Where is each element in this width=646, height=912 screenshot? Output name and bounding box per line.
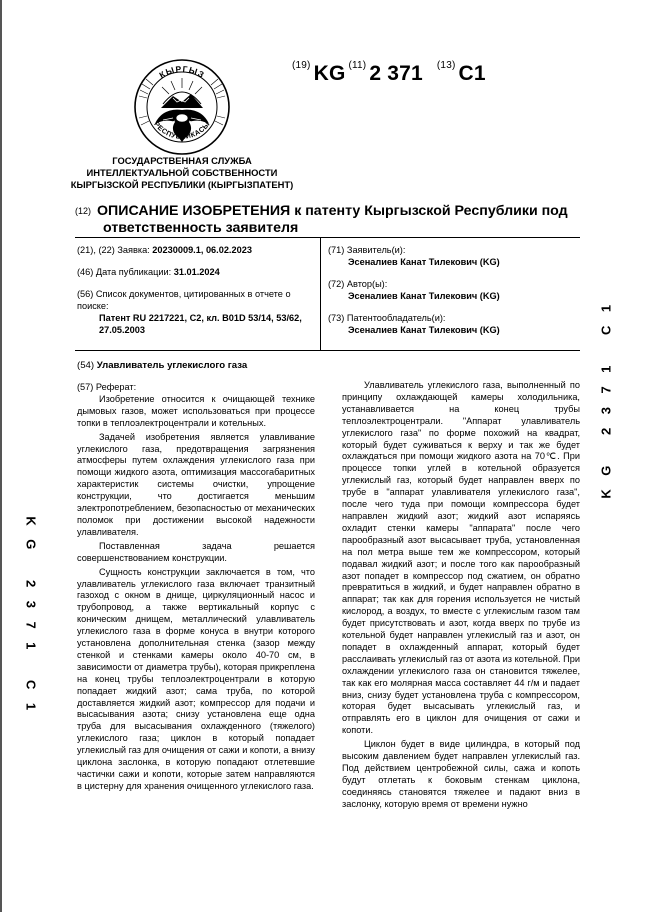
citations-info (77, 288, 317, 336)
svg-text:РЕСПУБЛИКАСЫ: РЕСПУБЛИКАСЫ (152, 120, 212, 141)
invention-title (77, 360, 247, 371)
title-line-2: ответственность заявителя (103, 220, 299, 236)
agency-line-2: ИНТЕЛЛЕКТУАЛЬНОЙ СОБСТВЕННОСТИ (86, 167, 278, 178)
page-left-edge (0, 0, 2, 912)
agency-name (62, 155, 302, 191)
country-code: KG (313, 62, 346, 85)
publication-date-info (77, 266, 317, 278)
publication-label: (46) Дата публикации: (77, 267, 174, 277)
abstract-paragraph: Задачей изобретения является улавливание углекислого газа, предотвращения загрязнения атмосферы путем охлаждения углекислого газа при помощи жидкого азота, оптимизация массогабаритных характеристик системы очистки, упрощение конструкции, что достигается меньшим электропотреблением, безопасностью от механических поломок при достижении высокой надежности улавливателя. (77, 431, 315, 537)
agency-line-1: ГОСУДАРСТВЕННАЯ СЛУЖБА (112, 155, 252, 166)
application-label: (21), (22) Заявка: (77, 245, 153, 255)
abstract-left-column (77, 382, 315, 795)
state-emblem-icon (133, 58, 231, 156)
application-value: 20230009.1, 06.02.2023 (152, 245, 252, 255)
abstract-paragraph: Изобретение относится к очищающей технике дымовых газов, может использоваться при процессе топки в теплоэлектроцентрали и котельных. (77, 393, 315, 428)
owner-label: (73) Патентообладатель(и): (328, 313, 446, 323)
margin-code-right (596, 291, 616, 499)
abstract-label: (57) Реферат: (77, 382, 137, 392)
title-code: (12) (75, 206, 92, 216)
applicant-value: Эсеналиев Канат Тилекович (KG) (348, 257, 500, 267)
invention-code: (54) (77, 360, 97, 371)
publication-number (292, 62, 486, 86)
divider-top (75, 237, 580, 238)
owner-info (328, 312, 578, 336)
author-label: (72) Автор(ы): (328, 279, 388, 289)
applicant-label: (71) Заявитель(и): (328, 245, 406, 255)
agency-line-3: КЫРГЫЗСКОЙ РЕСПУБЛИКИ (КЫРГЫЗПАТЕНТ) (70, 179, 294, 190)
citations-value: Патент RU 2217221, C2, кл. B01D 53/14, 53/62, 27.05.2003 (99, 313, 302, 335)
kind-code: C1 (458, 62, 486, 85)
patent-number: 2 371 (369, 62, 423, 85)
biblio-left (77, 244, 317, 346)
owner-value: Эсеналиев Канат Тилекович (KG) (348, 325, 500, 335)
title-line-1: ОПИСАНИЕ ИЗОБРЕТЕНИЯ к патенту Кыргызской Республики под (97, 203, 568, 219)
country-code-label: (19) (292, 60, 311, 71)
abstract-paragraph: Поставленная задача решается совершенствованием конструкции. (77, 540, 315, 563)
number-label: (11) (348, 60, 367, 71)
abstract-right-column (342, 380, 580, 813)
invention-title-text: Улавливатель углекислого газа (96, 360, 248, 371)
margin-code-left-text: KG 2371 C1 (23, 516, 39, 724)
citations-label: (56) Список документов, цитированных в отчете о поиске: (77, 289, 291, 311)
author-info (328, 278, 578, 302)
abstract-paragraph: Циклон будет в виде цилиндра, в который под высоким давлением будет направлен углекислый газ. Под действием центробежной силы, сажа и копоть будут отлетать к боковым стенкам циклона, соединяясь становятся тяжелее и падают вниз в заслонку, которую время от времени нужно (342, 739, 580, 809)
document-title (75, 203, 580, 237)
abstract-paragraph: Улавливатель углекислого газа, выполненный по принципу охлаждающей камеры холодильника, устанавливается на конец трубы теплоэлектроцентрали. "Аппарат улавливатель углекислого газа" по форме похожий на квадрат, который будет суживаться к верху и так же будет охлаждаться при помощи жидкого азота на 70℃. При процессе топки углей в котельной образуется углекислый газ, который будет направлен вверх по трубе в "аппарат улавливателя углекислого газа", после чего туда при помощи компрессора будет направлен жидкий азот; жидкий азот испаряясь охладит стенки камеры "аппарата" после чего парообразный азот высасывает труба, установленная на пол метра выше тем же компрессором, который подавал жидкий азот; и после того как парообразный азот попадет в компрессор под сжатием, он обратно превратиться в жидкий, и будет направлен обратно в аппарат; так как для горения используется не чистый кислород, а воздух, то вместе с углекислым газом там будет присутствовать и азот, когда вверх по трубе из котельной будет направлен углекислый газ и азот, он попадет в охлажденный аппарат, который будет расслаивать углекислый газ от азота из котельной. При охлаждении углекислого газа он становится тяжелее, так как его молярная масса составляет 44 г/м и падает вниз, снизу будет установлена труба с компрессором, которая будет высасывать углекислый газ, и отправлять его в циклон для очищения от сажи и копоти. (342, 380, 580, 736)
publication-value: 31.01.2024 (173, 267, 220, 277)
margin-code-left (21, 516, 41, 724)
abstract-paragraph: Сущность конструкции заключается в том, что улавливатель углекислого газа включает транзитный газоход с окном в днище, циркуляционный насос и трубопровод, а также вертикальный корпус с коническим днищем, металлический улавливатель углекислого газа в форме конуса в внутри которого установлена дополнительная стенка (зазор между стенкой и стенками камеры около 40-70 см, в зависимости от диаметра трубы), которая прикреплена на конец трубы теплоэлектроцентрали в которую попадает жидкий азот; сама труба, по которой доставляется жидкий азот; компрессор для подачи и высасывания азота; снизу установлена еще одна труба для высасывания охлажденного (тяжелого) углекислого газа; циклон в который попадает углекислый газ для очищения от сажи и копоти, а внизу циклона заслонка, в которую попадают отлетевшие частички сажи и копоти, которые затем направляются в цистерну для хранения очищенного углекислого газа. (77, 566, 315, 791)
biblio-right (328, 244, 578, 346)
application-info (77, 244, 317, 256)
svg-text:КЫРГЫЗ: КЫРГЫЗ (157, 63, 207, 81)
applicant-info (328, 244, 578, 268)
margin-code-right-text: KG 2371 C1 (598, 291, 614, 499)
divider-bottom (75, 350, 580, 351)
divider-vertical (320, 237, 321, 351)
kind-label: (13) (436, 60, 456, 71)
author-value: Эсеналиев Канат Тилекович (KG) (348, 291, 500, 301)
